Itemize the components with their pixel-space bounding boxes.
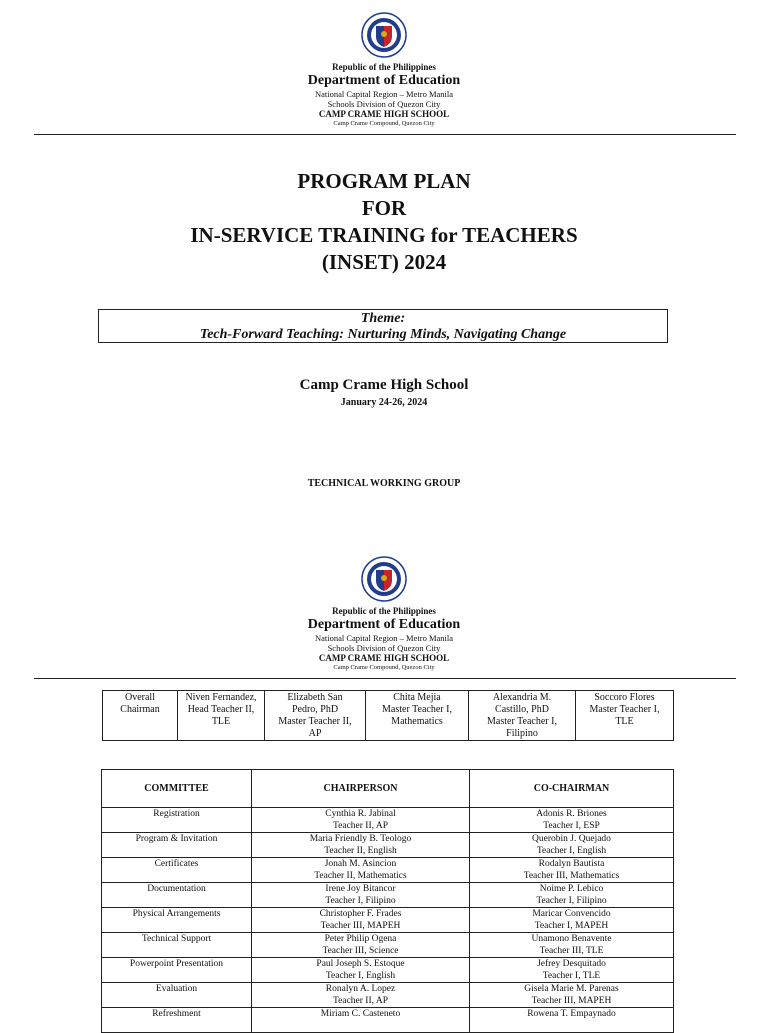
twg-cell-line: Pedro, PhD [291, 704, 339, 715]
event-school: Camp Crame High School [299, 377, 469, 393]
chairperson-cell-line: Teacher II, AP [333, 821, 388, 831]
co-chairman-cell-line: Maricar Convencido [532, 909, 611, 919]
republic-label: Republic of the Philippines [332, 62, 436, 72]
department-name: Department of Education [307, 73, 461, 88]
chairperson-cell-line: Teacher II, AP [333, 996, 388, 1006]
division-label: Schools Division of Quezon City [327, 643, 441, 653]
twg-cell-line: Alexandria M. [492, 692, 552, 703]
co-chairman-cell-line: Teacher I, ESP [543, 821, 600, 831]
twg-cell [265, 691, 366, 741]
twg-row [103, 691, 674, 741]
program-title [0, 168, 768, 276]
co-chairman-cell-line: Querobin J. Quejado [532, 834, 611, 844]
committee-cell-line: Documentation [147, 884, 206, 894]
twg-cell-line: Elizabeth San [287, 692, 343, 703]
chairperson-cell [252, 833, 470, 858]
title-line-1: PROGRAM PLAN [297, 169, 471, 193]
co-chairman-cell-line: Jefrey Desquitado [537, 959, 606, 969]
committee-cell [102, 883, 252, 908]
twg-cell-line: Master Teacher II, [278, 716, 352, 727]
committee-cell-line: Refreshment [152, 1009, 201, 1019]
co-chairman-cell [470, 883, 674, 908]
twg-cell-line: Niven Fernandez, [185, 692, 257, 703]
chairperson-cell-line: Teacher III, MAPEH [320, 921, 401, 931]
twg-cell-line: Master Teacher I, [487, 716, 557, 727]
table-row [102, 858, 674, 883]
deped-seal-icon [361, 556, 407, 602]
school-label: CAMP CRAME HIGH SCHOOL [318, 109, 450, 119]
chairperson-cell [252, 808, 470, 833]
committee-cell-line: Physical Arrangements [132, 909, 221, 919]
chairperson-cell-line: Teacher I, Filipino [325, 896, 396, 906]
twg-cell [576, 691, 674, 741]
twg-cell-line: Castillo, PhD [495, 704, 549, 715]
school-label: CAMP CRAME HIGH SCHOOL [318, 653, 450, 663]
table-row [102, 833, 674, 858]
address-label: Camp Crame Compound, Quezon City [333, 120, 435, 127]
theme-text: Tech-Forward Teaching: Nurturing Minds, Navigating Change [199, 327, 567, 342]
event-dates: January 24-26, 2024 [340, 397, 428, 408]
committee-cell [102, 958, 252, 983]
region-label: National Capital Region – Metro Manila [314, 89, 454, 99]
chairperson-cell-line: Miriam C. Casteneto [320, 1009, 401, 1019]
section-heading: TECHNICAL WORKING GROUP [307, 478, 461, 489]
twg-cell-line: Filipino [506, 728, 538, 739]
chairperson-cell [252, 933, 470, 958]
department-name: Department of Education [307, 617, 461, 632]
table-row [102, 1008, 674, 1033]
table-row [102, 808, 674, 833]
table-row [102, 933, 674, 958]
chairperson-cell-line: Cynthia R. Jabinal [325, 809, 396, 819]
co-chairman-cell-line: Rodalyn Bautista [538, 859, 605, 869]
chairperson-cell [252, 1008, 470, 1033]
co-chairman-cell [470, 958, 674, 983]
twg-cell-line: TLE [615, 716, 634, 727]
co-chairman-cell-line: Teacher III, MAPEH [531, 996, 612, 1006]
co-chairman-cell-line: Unamono Benavente [531, 934, 612, 944]
committee-body [102, 808, 674, 1033]
table-row [102, 958, 674, 983]
table-row [102, 983, 674, 1008]
letterhead [0, 12, 768, 128]
republic-label: Republic of the Philippines [332, 606, 436, 616]
committee-cell [102, 808, 252, 833]
committee-cell-line: Certificates [154, 859, 199, 869]
co-chairman-cell [470, 1008, 674, 1033]
co-chairman-cell-line: Teacher I, English [536, 846, 607, 856]
committee-cell-line: Powerpoint Presentation [129, 959, 224, 969]
chairperson-cell-line: Maria Friendly B. Teologo [309, 834, 412, 844]
co-chairman-cell [470, 858, 674, 883]
twg-cell [178, 691, 265, 741]
twg-cell [103, 691, 178, 741]
title-line-2: FOR [361, 196, 407, 220]
co-chairman-cell-line: Noime P. Lebico [539, 884, 604, 894]
twg-cell-line: Soccoro Flores [594, 692, 655, 703]
co-chairman-cell-line: Adonis R. Briones [536, 809, 607, 819]
address-label: Camp Crame Compound, Quezon City [333, 664, 435, 671]
twg-cell-line: Chita Mejia [393, 692, 441, 703]
theme-label: Theme: [360, 311, 406, 326]
twg-cell-line: Head Teacher II, [187, 704, 255, 715]
co-chairman-cell-line: Teacher I, MAPEH [534, 921, 609, 931]
table-row [102, 883, 674, 908]
header-divider [34, 134, 736, 135]
committee-cell-line: Registration [153, 809, 200, 819]
table-row [102, 908, 674, 933]
twg-table [102, 690, 674, 741]
chairperson-cell [252, 983, 470, 1008]
chairperson-cell-line: Paul Joseph S. Estoque [316, 959, 405, 969]
chairperson-cell-line: Teacher I, English [325, 971, 396, 981]
region-label: National Capital Region – Metro Manila [314, 633, 454, 643]
committee-cell-line: Technical Support [141, 934, 212, 944]
chairperson-cell [252, 858, 470, 883]
twg-cell-line: TLE [211, 716, 231, 727]
chairperson-cell-line: Irene Joy Bitancor [325, 884, 396, 894]
twg-cell [469, 691, 576, 741]
co-chairman-cell-line: Teacher I, Filipino [536, 896, 607, 906]
committee-cell [102, 1008, 252, 1033]
theme-box [98, 309, 668, 343]
co-chairman-cell [470, 983, 674, 1008]
chairperson-cell-line: Peter Philip Ogena [324, 934, 397, 944]
twg-cell [366, 691, 469, 741]
committee-cell [102, 833, 252, 858]
chairperson-cell-line: Teacher III, Science [322, 946, 399, 956]
committee-cell [102, 858, 252, 883]
twg-cell-line: Master Teacher I, [589, 704, 660, 715]
twg-cell-line: Master Teacher I, [382, 704, 452, 715]
co-chairman-cell-line: Rowena T. Empaynado [527, 1009, 616, 1019]
co-chairman-cell-line: Gisela Marie M. Parenas [524, 984, 619, 994]
letterhead-repeat [0, 556, 768, 672]
twg-cell-line: Overall [125, 692, 155, 703]
co-chairman-cell [470, 908, 674, 933]
committee-cell-line: Program & Invitation [135, 834, 218, 844]
committee-header-row [102, 770, 674, 808]
chairperson-cell-line: Christopher F. Frades [319, 909, 402, 919]
title-line-3: IN-SERVICE TRAINING for TEACHERS [190, 223, 578, 247]
chairperson-cell-line: Jonah M. Asincion [324, 859, 397, 869]
committee-cell [102, 983, 252, 1008]
co-chairman-cell-line: Teacher I, TLE [542, 971, 601, 981]
twg-cell-line: Mathematics [391, 716, 443, 727]
chairperson-cell [252, 883, 470, 908]
chairperson-cell [252, 908, 470, 933]
committee-table [101, 769, 674, 1033]
header-divider [34, 678, 736, 679]
co-chairman-cell-line: Teacher III, TLE [539, 946, 604, 956]
deped-seal-icon [361, 12, 407, 58]
chairperson-cell-line: Teacher II, English [324, 846, 397, 856]
co-chairman-cell [470, 933, 674, 958]
chairperson-cell-line: Teacher II, Mathematics [314, 871, 407, 881]
co-chairman-cell [470, 833, 674, 858]
committee-cell [102, 908, 252, 933]
chairperson-cell [252, 958, 470, 983]
twg-cell-line: Chairman [120, 704, 160, 715]
column-header-chairperson: CHAIRPERSON [252, 770, 470, 808]
column-header-committee: COMMITTEE [102, 770, 252, 808]
division-label: Schools Division of Quezon City [327, 99, 441, 109]
co-chairman-cell [470, 808, 674, 833]
chairperson-cell-line: Ronalyn A. Lopez [325, 984, 396, 994]
column-header-co-chairman: CO-CHAIRMAN [470, 770, 674, 808]
title-line-4: (INSET) 2024 [321, 250, 447, 274]
twg-cell-line: AP [308, 728, 322, 739]
co-chairman-cell-line: Teacher III, Mathematics [523, 871, 620, 881]
committee-cell-line: Evaluation [155, 984, 198, 994]
committee-cell [102, 933, 252, 958]
